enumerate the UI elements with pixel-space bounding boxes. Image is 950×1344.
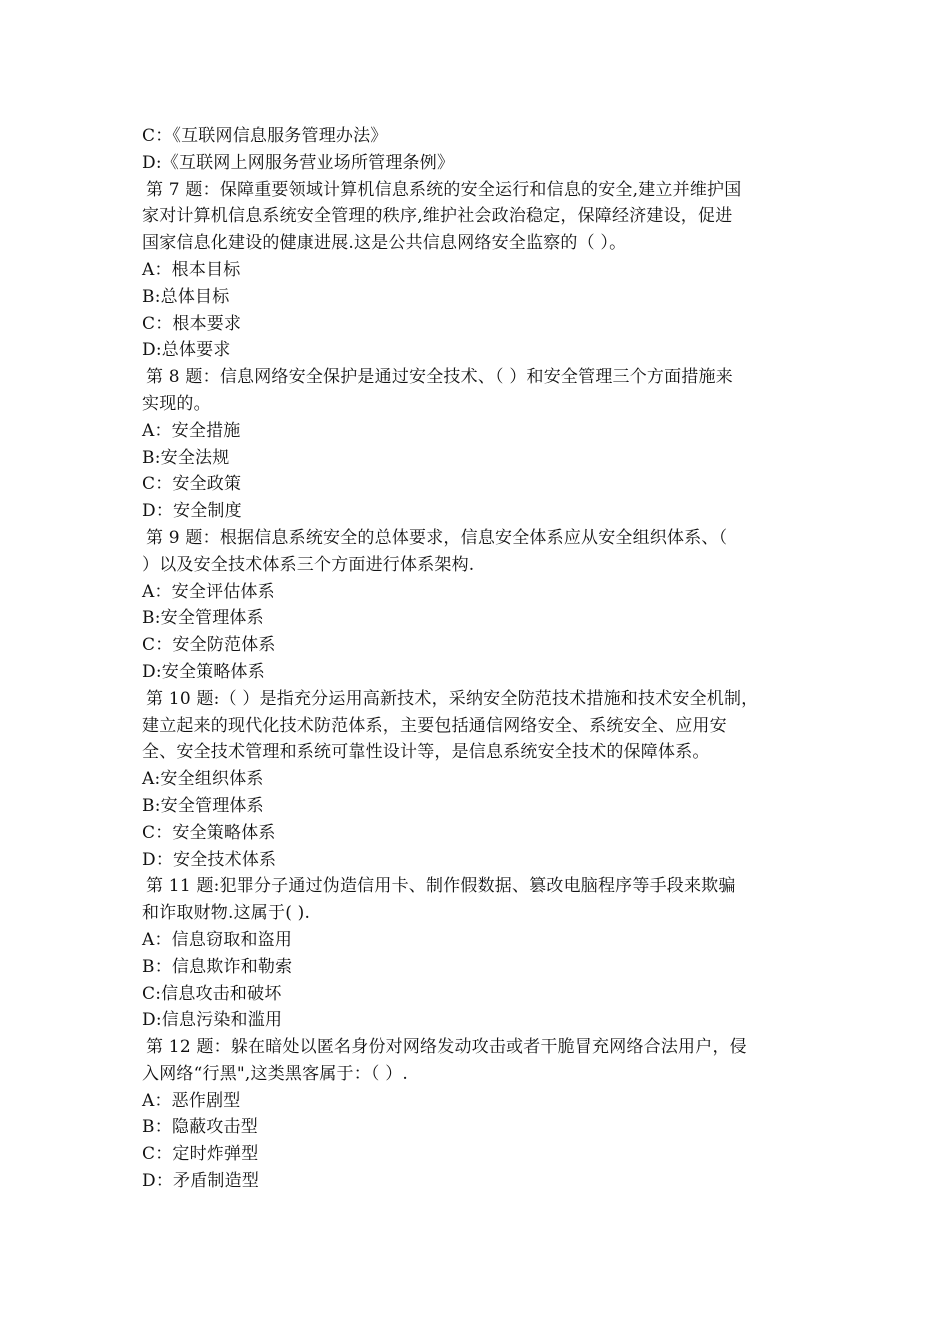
question-8-option-a: A：安全措施 <box>142 420 241 441</box>
question-9-stem-line-1: 第 9 题：根据信息系统安全的总体要求，信息安全体系应从安全组织体系、（ <box>146 527 728 548</box>
question-12-option-a: A：恶作剧型 <box>142 1090 241 1111</box>
question-12 <box>142 1034 810 1195</box>
question-12-option-d: D：矛盾制造型 <box>142 1171 260 1192</box>
question-11 <box>142 873 810 1034</box>
question-8-stem-line-2: 实现的。 <box>142 393 211 414</box>
question-12-stem-line-2: 入网络“行黑",这类黑客属于：（ ）. <box>142 1063 409 1084</box>
question-8-option-b: B:安全法规 <box>142 447 230 468</box>
question-11-stem-line-1: 第 11 题:犯罪分子通过伪造信用卡、制作假数据、篡改电脑程序等手段来欺骗 <box>146 876 736 897</box>
question-7-option-c: C：根本要求 <box>142 313 242 334</box>
question-7-option-a: A：根本目标 <box>142 259 241 280</box>
question-9-option-a: A：安全评估体系 <box>142 581 275 602</box>
question-11-option-b: B：信息欺诈和勒索 <box>142 956 293 977</box>
question-11-option-c: C:信息攻击和破坏 <box>142 983 282 1004</box>
question-9-option-b: B:安全管理体系 <box>142 608 264 629</box>
question-12-option-c: C：定时炸弹型 <box>142 1144 259 1165</box>
question-11-option-a: A：信息窃取和盗用 <box>142 929 293 950</box>
question-10-option-c: C：安全策略体系 <box>142 822 276 843</box>
question-10 <box>142 686 810 874</box>
question-10-stem-line-2: 建立起来的现代化技术防范体系，主要包括通信网络安全、系统安全、应用安 <box>142 715 727 736</box>
question-10-stem-line-3: 全、安全技术管理和系统可靠性设计等，是信息系统安全技术的保障体系。 <box>142 742 710 763</box>
document-content <box>142 123 810 1195</box>
question-10-stem-line-1: 第 10 题:（ ）是指充分运用高新技术，采纳安全防范技术措施和技术安全机制， <box>146 688 759 709</box>
question-9 <box>142 525 810 686</box>
question-9-option-d: D:安全策略体系 <box>142 661 265 682</box>
question-7-stem-line-1: 第 7 题：保障重要领域计算机信息系统的安全运行和信息的安全,建立并维护国 <box>146 179 742 200</box>
question-9-stem-line-2: ）以及安全技术体系三个方面进行体系架构. <box>142 554 475 575</box>
question-11-option-d: D:信息污染和滥用 <box>142 1010 283 1031</box>
question-10-option-a: A:安全组织体系 <box>142 769 264 790</box>
question-7-option-d: D:总体要求 <box>142 340 231 361</box>
question-9-option-c: C：安全防范体系 <box>142 635 276 656</box>
question-8-option-d: D：安全制度 <box>142 501 242 522</box>
question-12-option-b: B：隐蔽攻击型 <box>142 1117 258 1138</box>
question-10-option-b: B:安全管理体系 <box>142 795 264 816</box>
question-8-stem-line-1: 第 8 题：信息网络安全保护是通过安全技术、（ ）和安全管理三个方面措施来 <box>146 367 733 388</box>
question-7-stem-line-2: 家对计算机信息系统安全管理的秩序,维护社会政治稳定，保障经济建设，促进 <box>142 206 733 227</box>
question-12-stem-line-1: 第 12 题：躲在暗处以匿名身份对网络发动攻击或者干脆冒充网络合法用户，侵 <box>146 1037 747 1058</box>
question-10-option-d: D：安全技术体系 <box>142 849 277 870</box>
question-8-option-c: C：安全政策 <box>142 474 242 495</box>
question-7-stem-line-3: 国家信息化建设的健康进展.这是公共信息网络安全监察的（ ）。 <box>142 233 627 254</box>
question-7 <box>142 177 810 365</box>
question-7-option-b: B:总体目标 <box>142 286 230 307</box>
question-11-stem-line-2: 和诈取财物.这属于( ). <box>142 903 311 924</box>
option-d-prev: D:《互联网上网服务营业场所管理条例》 <box>142 152 455 173</box>
option-c-prev: C：《互联网信息服务管理办法》 <box>142 126 388 146</box>
question-8 <box>142 364 810 525</box>
